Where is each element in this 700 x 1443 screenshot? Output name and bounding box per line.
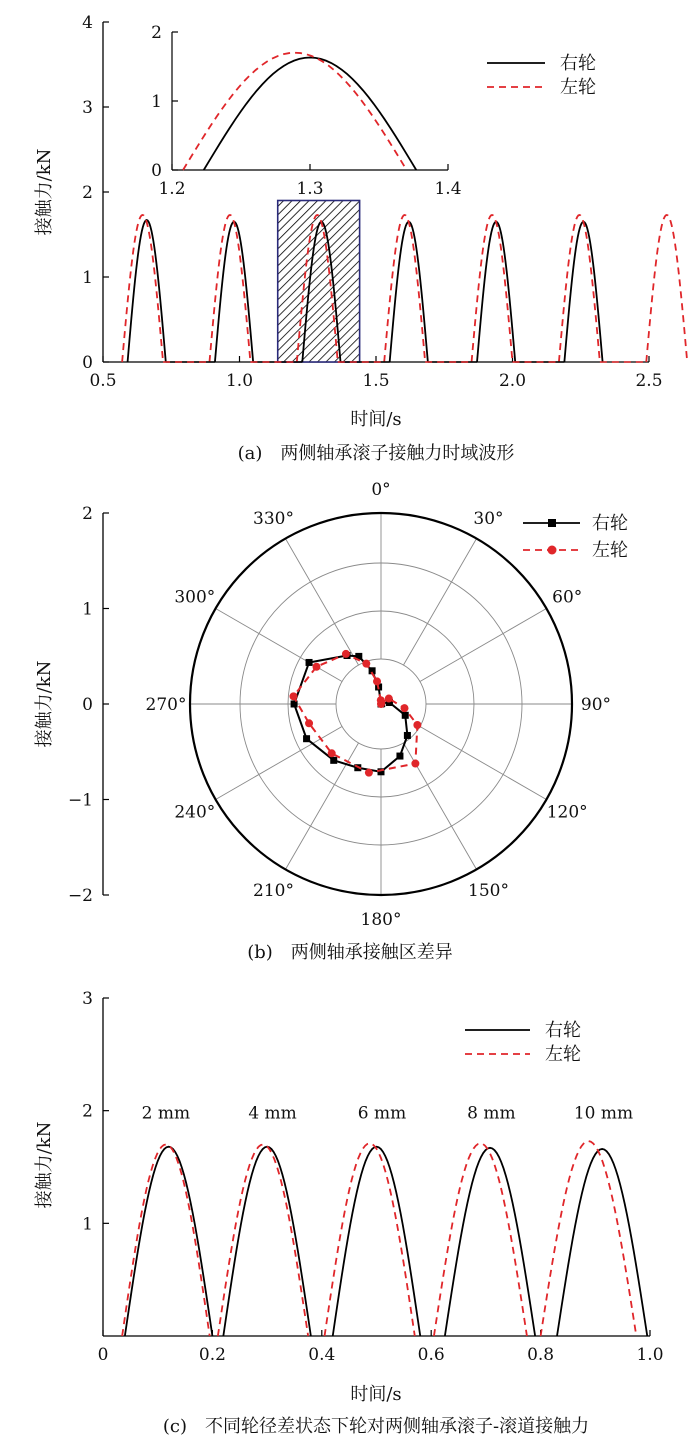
panel-c bbox=[34, 989, 664, 1437]
panel-a-y-tick-label: 4 bbox=[82, 13, 93, 33]
right-wheel-pulse bbox=[390, 222, 428, 362]
left-wheel-marker bbox=[342, 650, 350, 658]
right-wheel-marker bbox=[396, 753, 403, 760]
panel-a-y-label: 接触力/kN bbox=[34, 148, 55, 236]
panel-a-y-tick-label: 3 bbox=[82, 98, 93, 118]
panel-b-y-tick-label: 2 bbox=[82, 504, 93, 524]
inset-y-tick-label: 0 bbox=[151, 161, 162, 181]
panel-a-x-tick-label: 2.0 bbox=[498, 371, 527, 391]
left-wheel-pulse bbox=[472, 215, 513, 362]
panel-a-y-tick-label: 1 bbox=[82, 268, 93, 288]
inset-left-wheel-curve bbox=[183, 53, 407, 170]
inset-x-tick-label: 1.4 bbox=[434, 179, 462, 199]
polar-angle-label: 90° bbox=[580, 695, 612, 715]
inset-right-wheel-curve bbox=[204, 58, 417, 170]
panel-b-y-tick-label: 1 bbox=[82, 599, 93, 620]
left-wheel-pulse bbox=[122, 215, 163, 362]
polar-spoke bbox=[216, 727, 342, 800]
panel-a-inset bbox=[151, 23, 461, 199]
right-wheel-pulse bbox=[333, 1147, 421, 1336]
panel-c-x-tick-label: 0.8 bbox=[527, 1345, 555, 1365]
panel-c-x-label: 时间/s bbox=[350, 1384, 402, 1405]
right-wheel-pulse bbox=[223, 1147, 311, 1336]
diameter-difference-label: 2 mm bbox=[141, 1103, 191, 1124]
right-wheel-pulse bbox=[564, 222, 602, 362]
inset-y-ticks bbox=[151, 23, 178, 181]
panel-a-x-tick-label: 2.5 bbox=[635, 371, 663, 391]
panel-c-legend bbox=[465, 1020, 581, 1065]
panel-b-y-tick-label: 0 bbox=[82, 695, 93, 715]
panel-c-caption: (c) 不同轮径差状态下轮对两侧轴承滚子-滚道接触力 bbox=[162, 1416, 590, 1437]
panel-a-y-tick-label: 0 bbox=[82, 353, 93, 373]
left-wheel-marker bbox=[289, 692, 297, 700]
left-wheel-marker bbox=[401, 704, 409, 712]
left-wheel-marker bbox=[377, 696, 385, 704]
panel-c-annotations bbox=[142, 1104, 633, 1124]
right-wheel-pulse bbox=[128, 220, 166, 362]
panel-c-y-tick-label: 2 bbox=[82, 1101, 93, 1122]
right-wheel-marker bbox=[303, 735, 310, 742]
polar-angle-label: 120° bbox=[546, 802, 588, 823]
panel-c-x-tick-label: 1.0 bbox=[636, 1345, 664, 1365]
panel-a-x-tick-label: 1.0 bbox=[225, 371, 254, 391]
panel-b-legend bbox=[523, 513, 628, 561]
left-wheel-marker bbox=[373, 677, 381, 685]
left-wheel-marker bbox=[411, 760, 419, 768]
panel-a-y-tick-label: 2 bbox=[82, 183, 93, 203]
polar-angle-label: 150° bbox=[468, 881, 509, 902]
right-wheel-marker bbox=[402, 712, 409, 719]
left-wheel-marker bbox=[362, 660, 370, 668]
left-wheel-pulse bbox=[646, 215, 687, 362]
left-wheel-marker bbox=[312, 663, 320, 671]
left-wheel-marker bbox=[305, 719, 313, 727]
legend-marker-circle bbox=[548, 546, 557, 555]
left-wheel-marker bbox=[365, 769, 373, 777]
left-wheel-marker bbox=[328, 749, 336, 757]
polar-spoke bbox=[216, 609, 342, 682]
diameter-difference-label: 10 mm bbox=[573, 1103, 634, 1124]
panel-c-series bbox=[122, 1141, 647, 1336]
left-wheel-pulse bbox=[434, 1143, 527, 1336]
left-wheel-pulse bbox=[209, 215, 250, 362]
legend-label-right: 右轮 bbox=[560, 53, 596, 74]
panel-c-x-tick-label: 0.4 bbox=[308, 1345, 336, 1365]
right-wheel-pulse bbox=[477, 222, 515, 362]
right-wheel-marker bbox=[291, 701, 298, 708]
inset-x-tick-label: 1.3 bbox=[296, 179, 324, 199]
panel-a-x-tick-label: 1.5 bbox=[362, 371, 390, 391]
inset-y-tick-label: 1 bbox=[151, 92, 162, 112]
polar-angle-label: 300° bbox=[174, 587, 216, 608]
right-wheel-marker bbox=[306, 659, 313, 666]
panel-b bbox=[34, 480, 628, 963]
panel-b-y-tick-label: −1 bbox=[67, 790, 93, 811]
diameter-difference-label: 6 mm bbox=[357, 1103, 407, 1124]
panel-c-x-tick-label: 0.2 bbox=[198, 1345, 226, 1365]
panel-c-x-tick-label: 0.6 bbox=[417, 1345, 445, 1365]
panel-a-legend bbox=[487, 53, 596, 98]
panel-b-caption: (b) 两侧轴承接触区差异 bbox=[247, 942, 453, 963]
legend-marker-square bbox=[548, 519, 556, 527]
polar-spoke bbox=[404, 539, 477, 665]
panel-c-y-ticks bbox=[82, 989, 109, 1234]
panel-a-y-ticks bbox=[82, 13, 109, 373]
panel-b-y-label: 接触力/kN bbox=[34, 660, 55, 748]
right-wheel-polar-line bbox=[294, 656, 407, 772]
polar-angle-label: 30° bbox=[473, 508, 504, 529]
left-wheel-pulse bbox=[122, 1144, 210, 1336]
panel-c-y-tick-label: 1 bbox=[82, 1214, 93, 1235]
panel-a-caption: (a) 两侧轴承滚子接触力时域波形 bbox=[237, 443, 515, 464]
panel-c-y-label: 接触力/kN bbox=[34, 1121, 55, 1209]
left-wheel-pulse bbox=[325, 1143, 415, 1336]
diameter-difference-label: 8 mm bbox=[467, 1103, 516, 1124]
polar-spoke bbox=[286, 539, 359, 665]
panel-a-x-label: 时间/s bbox=[350, 409, 402, 430]
right-wheel-pulse bbox=[445, 1148, 535, 1336]
panel-b-series bbox=[289, 650, 421, 777]
legend-label-left: 左轮 bbox=[545, 1044, 581, 1065]
left-wheel-marker bbox=[385, 695, 393, 703]
polar-angle-label: 180° bbox=[360, 910, 402, 930]
left-wheel-pulse bbox=[384, 215, 425, 362]
panel-c-x-ticks bbox=[98, 1330, 664, 1365]
inset-x-tick-label: 1.2 bbox=[158, 179, 186, 199]
polar-spoke bbox=[420, 727, 546, 800]
panel-b-y-tick-label: −2 bbox=[67, 886, 93, 906]
legend-label-left: 左轮 bbox=[592, 540, 628, 561]
panel-a bbox=[34, 13, 687, 464]
polar-angle-label: 240° bbox=[174, 802, 216, 823]
panel-a-series bbox=[122, 215, 687, 362]
polar-angle-label: 270° bbox=[145, 695, 187, 715]
polar-spoke bbox=[420, 609, 546, 682]
polar-angle-label: 210° bbox=[253, 881, 294, 902]
legend-label-right: 右轮 bbox=[545, 1020, 581, 1041]
inset-series bbox=[183, 53, 416, 170]
inset-y-tick-label: 2 bbox=[151, 23, 162, 43]
legend-label-left: 左轮 bbox=[560, 77, 596, 98]
panel-a-x-tick-label: 0.5 bbox=[89, 371, 117, 391]
legend-label-right: 右轮 bbox=[592, 513, 628, 534]
left-wheel-marker bbox=[413, 721, 421, 729]
polar-angle-label: 0° bbox=[371, 480, 391, 500]
polar-angle-label: 330° bbox=[253, 508, 294, 529]
right-wheel-pulse bbox=[125, 1147, 213, 1336]
panel-c-x-tick-label: 0 bbox=[97, 1345, 109, 1365]
right-wheel-marker bbox=[330, 757, 337, 764]
polar-angle-label: 60° bbox=[552, 587, 583, 608]
left-wheel-pulse bbox=[218, 1144, 308, 1336]
right-wheel-pulse bbox=[215, 222, 253, 362]
panel-c-y-tick-label: 3 bbox=[82, 989, 93, 1009]
right-wheel-marker bbox=[404, 732, 411, 739]
left-wheel-pulse bbox=[559, 215, 600, 362]
diameter-difference-label: 4 mm bbox=[248, 1103, 297, 1124]
